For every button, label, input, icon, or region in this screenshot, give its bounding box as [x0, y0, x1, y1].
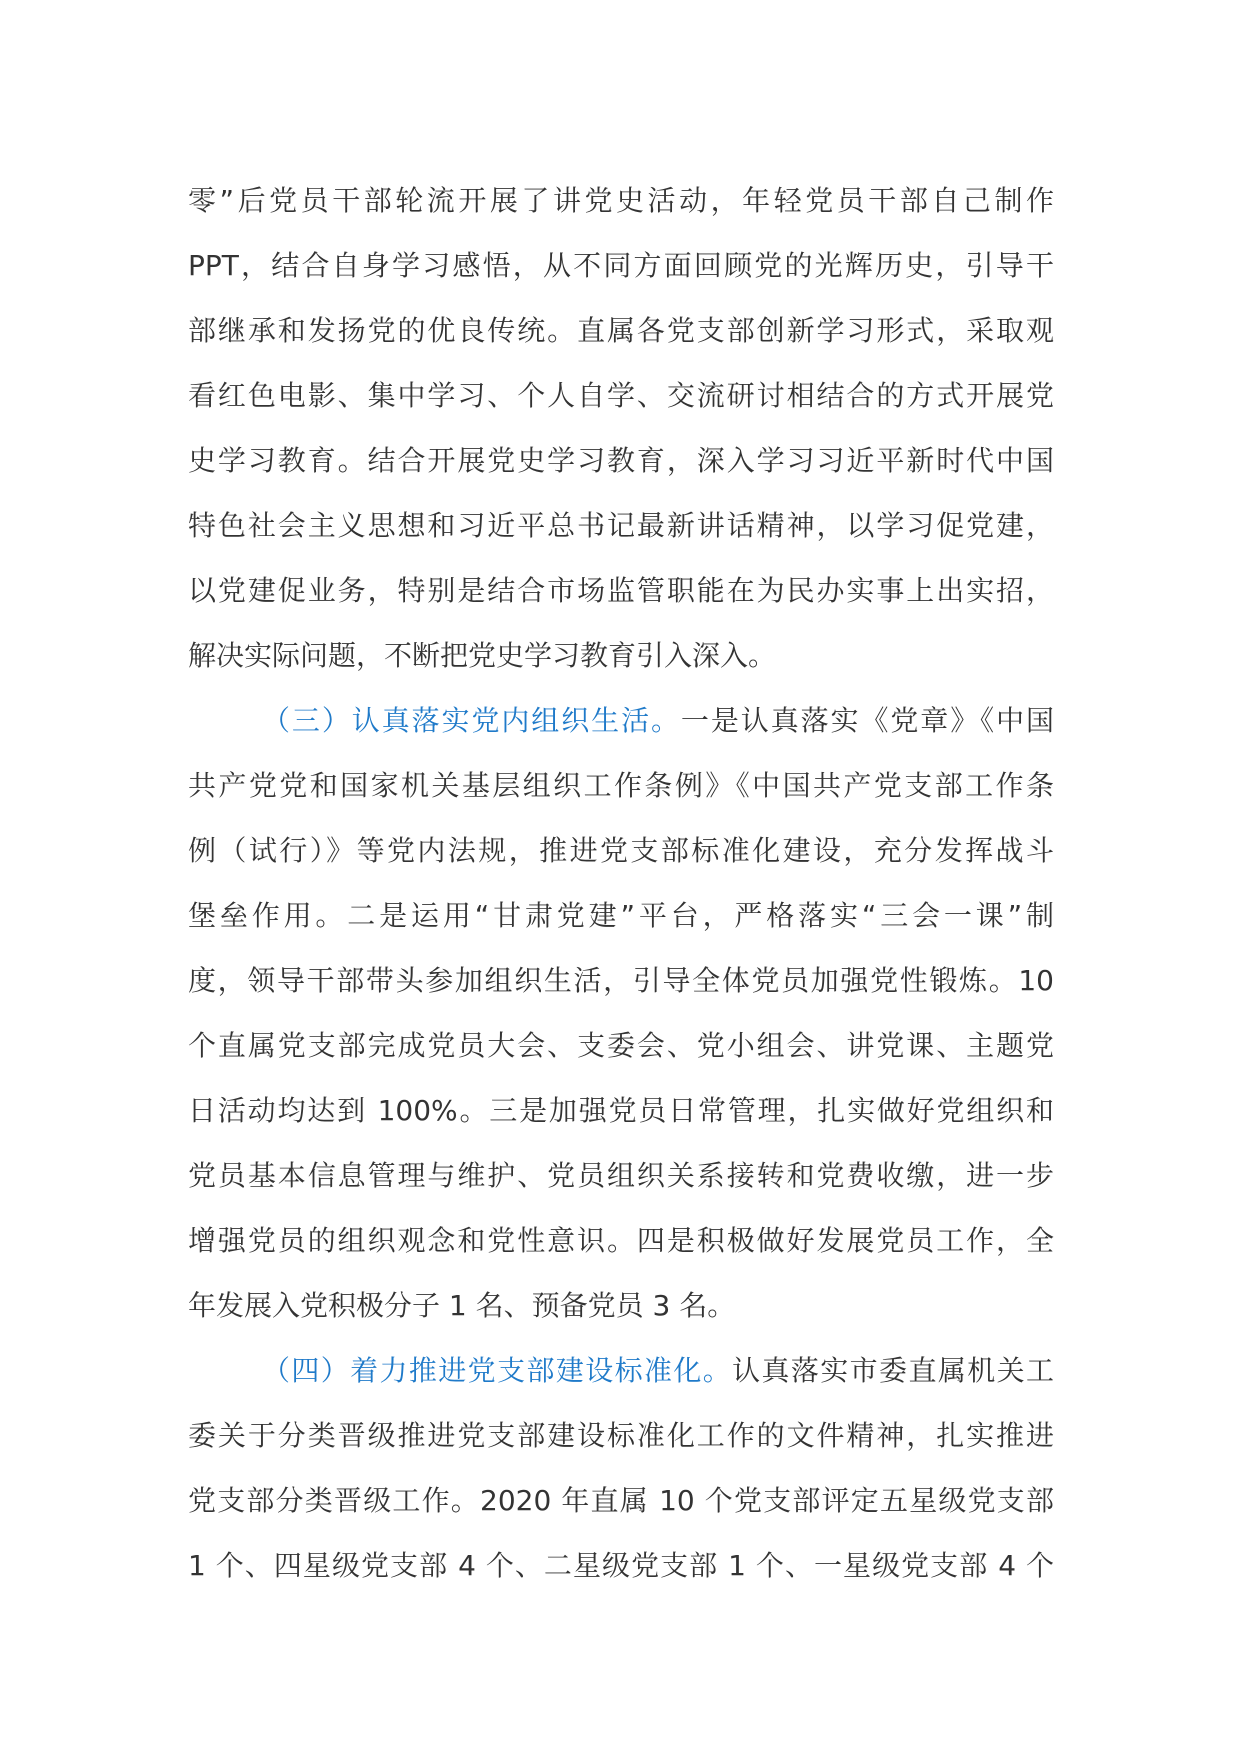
paragraph-3: [188, 1338, 1054, 1598]
text-line: 度，领导干部带头参加组织生活，引导全体党员加强党性锻炼。10: [188, 964, 1054, 997]
text-line: 党员基本信息管理与维护、党员组织关系接转和党费收缴，进一步: [188, 1159, 1054, 1192]
section-heading-3: （三）认真落实党内组织生活。: [262, 704, 681, 737]
text-line: 共产党党和国家机关基层组织工作条例》《中国共产党支部工作条: [188, 769, 1054, 802]
text-line: PPT，结合自身学习感悟，从不同方面回顾党的光辉历史，引导干: [188, 249, 1054, 282]
text-line: 委关于分类晋级推进党支部建设标准化工作的文件精神，扎实推进: [188, 1419, 1054, 1452]
text-line: 堡垒作用。二是运用“甘肃党建”平台，严格落实“三会一课”制: [188, 899, 1054, 932]
section-heading-4: （四）着力推进党支部建设标准化。: [262, 1354, 733, 1387]
text-line: 特色社会主义思想和习近平总书记最新讲话精神，以学习促党建，: [188, 509, 1054, 542]
text-line: 党支部分类晋级工作。2020 年直属 10 个党支部评定五星级党支部: [188, 1484, 1054, 1517]
text-line: 日活动均达到 100%。三是加强党员日常管理，扎实做好党组织和: [188, 1094, 1054, 1127]
text-line: 看红色电影、集中学习、个人自学、交流研讨相结合的方式开展党: [188, 379, 1054, 412]
text-line: 零”后党员干部轮流开展了讲党史活动，年轻党员干部自己制作: [188, 184, 1054, 217]
text-line: 史学习教育。结合开展党史学习教育，深入学习习近平新时代中国: [188, 444, 1054, 477]
text-line: 年发展入党积极分子 1 名、预备党员 3 名。: [188, 1289, 736, 1322]
text-line: 个直属党支部完成党员大会、支委会、党小组会、讲党课、主题党: [188, 1029, 1054, 1062]
document-body: [188, 168, 1054, 1598]
text-line: 例（试行）》等党内法规，推进党支部标准化建设，充分发挥战斗: [188, 834, 1054, 867]
text-line: 部继承和发扬党的优良传统。直属各党支部创新学习形式，采取观: [188, 314, 1054, 347]
paragraph-2: [188, 688, 1054, 1338]
text-run: 认真落实市委直属机关工: [732, 1354, 1054, 1387]
text-line: 增强党员的组织观念和党性意识。四是积极做好发展党员工作，全: [188, 1224, 1054, 1257]
paragraph-first-line: [188, 688, 1054, 753]
text-line: 解决实际问题，不断把党史学习教育引入深入。: [188, 639, 777, 672]
paragraph-first-line: [188, 1338, 1054, 1403]
text-line: 以党建促业务，特别是结合市场监管职能在为民办实事上出实招，: [188, 574, 1054, 607]
text-line: 1 个、四星级党支部 4 个、二星级党支部 1 个、一星级党支部 4 个: [188, 1549, 1054, 1582]
paragraph-1: [188, 168, 1054, 688]
text-run: 一是认真落实《党章》《中国: [680, 704, 1054, 737]
